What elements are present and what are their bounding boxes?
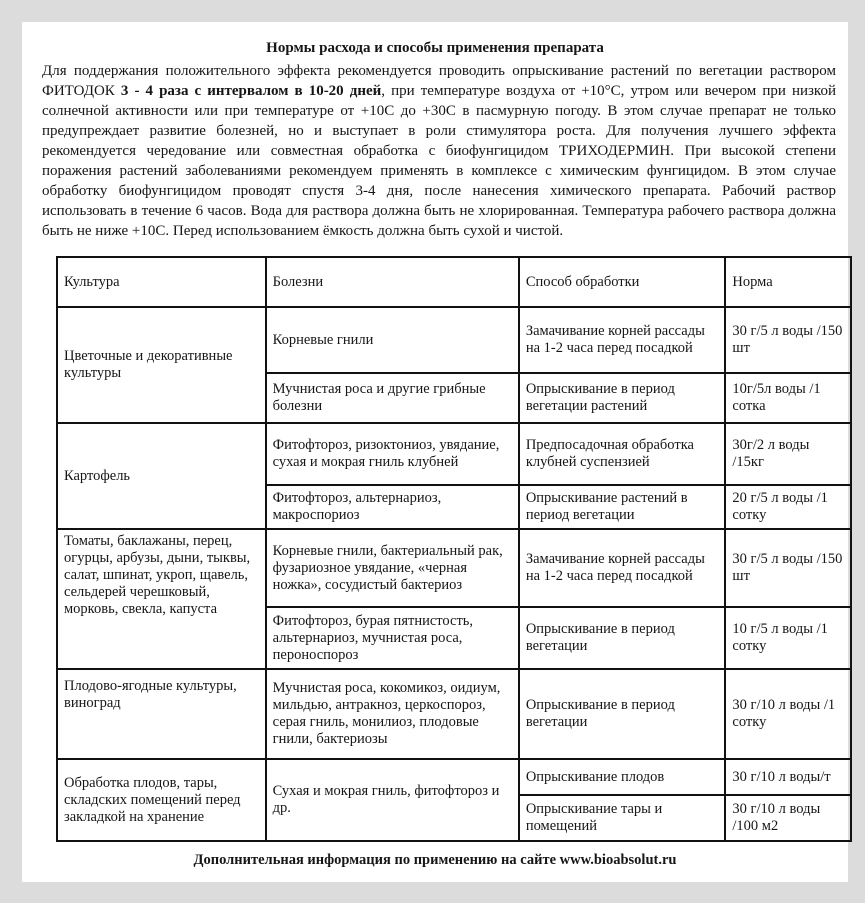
disease-cell: Фитофтороз, альтернариоз, макроспориоз [266,485,519,529]
method-cell: Опрыскивание в период вегетации растений [519,373,726,423]
norms-table [56,256,852,842]
norm-cell: 30 г/5 л воды /150 шт [725,307,851,373]
intro-paragraph [42,61,836,241]
method-cell: Замачивание корней рассады на 1-2 часа перед посадкой [519,529,726,607]
disease-cell: Корневые гнили, бактериальный рак, фузариозное увядание, «черная ножка», сосудистый бактериоз [266,529,519,607]
norm-cell: 30 г/5 л воды /150 шт [725,529,851,607]
disease-cell: Корневые гнили [266,307,519,373]
crop-cell: Картофель [57,423,266,529]
crop-cell: Цветочные и декоративные культуры [57,307,266,423]
disease-cell: Фитофтороз, бурая пятнистость, альтернариоз, мучнистая роса, пероноспороз [266,607,519,669]
norm-cell: 10г/5л воды /1 сотка [725,373,851,423]
method-cell: Опрыскивание растений в период вегетации [519,485,726,529]
header-method: Способ обработки [519,257,726,307]
header-norm: Норма [725,257,851,307]
table-row [57,307,851,373]
disease-cell: Мучнистая роса и другие грибные болезни [266,373,519,423]
table-header-row [57,257,851,307]
table-row [57,759,851,795]
table-row [57,669,851,759]
footer-note: Дополнительная информация по применению на сайте www.bioabsolut.ru [193,852,677,868]
method-cell: Замачивание корней рассады на 1-2 часа перед посадкой [519,307,726,373]
intro-bold-dosage: 3 - 4 раза с интервалом в 10-20 дней [120,83,382,99]
crop-cell: Обработка плодов, тары, складских помещений перед закладкой на хранение [57,759,266,841]
disease-cell: Фитофтороз, ризоктониоз, увядание, сухая и мокрая гниль клубней [266,423,519,485]
crop-cell: Плодово-ягодные культуры, виноград [57,669,266,759]
method-cell: Предпосадочная обработка клубней суспензией [519,423,726,485]
header-diseases: Болезни [266,257,519,307]
disease-cell: Сухая и мокрая гниль, фитофтороз и др. [266,759,519,841]
method-cell: Опрыскивание тары и помещений [519,795,726,841]
norm-cell: 30 г/10 л воды/т [725,759,851,795]
disease-cell: Мучнистая роса, кокомикоз, оидиум, мильдью, антракноз, церкоспороз, серая гниль, монилиоз, плодовые гнили, бактериозы [266,669,519,759]
method-cell: Опрыскивание в период вегетации [519,607,726,669]
norm-cell: 20 г/5 л воды /1 сотку [725,485,851,529]
norm-cell: 30г/2 л воды /15кг [725,423,851,485]
crop-cell: Томаты, баклажаны, перец, огурцы, арбузы, дыни, тыквы, салат, шпинат, укроп, щавель, сельдерей черешковый, морковь, свекла, капуста [57,529,266,669]
instruction-sheet [22,22,848,882]
table-row [57,423,851,485]
norm-cell: 10 г/5 л воды /1 сотку [725,607,851,669]
intro-text-part2: , при температуре воздуха от +10°С, утром или вечером при низкой солнечной активности или при температуре от +10С до +30С в пасмурную погоду. В этом случае препарат не только предупреждает развитие болезней, но и выступает в роли стимулятора роста. Для получения лучшего эффекта рекомендуется чередование или совместная обработка с биофунгицидом ТРИХОДЕРМИН. При высокой степени поражения растений заболеваниями рекомендуем применять в комплексе с химическим фунгицидом. В этом случае обработку биофунгицидом проводят спустя 3-4 дня, после нанесения химического препарата. Рабочий раствор использовать в течение 6 часов. Вода для раствора должна быть не хлорированная. Температура рабочего раствора должна быть не ниже +10С. Перед использованием ёмкость должна быть сухой и чистой. [42,83,836,239]
norm-cell: 30 г/10 л воды /100 м2 [725,795,851,841]
table-row [57,529,851,607]
norm-cell: 30 г/10 л воды /1 сотку [725,669,851,759]
intro-text-part1: Для поддержания положительного эффекта рекомендуется проводить опрыскивание растений по вегетации раствором ФИТОДОК [42,63,836,99]
method-cell: Опрыскивание в период вегетации [519,669,726,759]
page-title: Нормы расхода и способы применения препарата [266,40,604,56]
header-crop: Культура [57,257,266,307]
method-cell: Опрыскивание плодов [519,759,726,795]
